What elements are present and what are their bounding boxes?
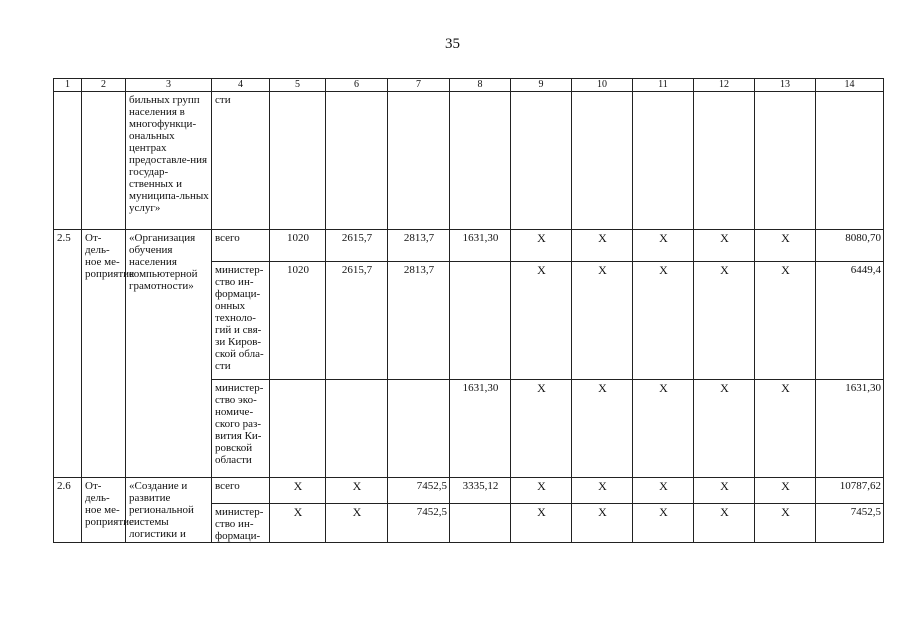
value-cell: X xyxy=(326,504,388,543)
value-cell: X xyxy=(755,262,816,380)
value-cell xyxy=(326,380,388,478)
header-row xyxy=(54,79,884,92)
total-cell: 8080,70 xyxy=(816,230,884,262)
value-cell: 1020 xyxy=(270,262,326,380)
value-cell: X xyxy=(511,478,572,504)
header-cell: 9 xyxy=(511,79,572,92)
value-cell xyxy=(270,380,326,478)
value-cell: X xyxy=(572,478,633,504)
total-cell: 10787,62 xyxy=(816,478,884,504)
value-cell: X xyxy=(572,230,633,262)
header-cell: 11 xyxy=(633,79,694,92)
value-cell: X xyxy=(694,230,755,262)
value-cell: X xyxy=(755,380,816,478)
value-cell: X xyxy=(755,478,816,504)
value-cell xyxy=(450,262,511,380)
budget-table xyxy=(53,78,884,543)
header-cell: 7 xyxy=(388,79,450,92)
header-cell: 12 xyxy=(694,79,755,92)
header-cell: 3 xyxy=(126,79,212,92)
row-name: «Организация обучения населения компьютерной грамотности» xyxy=(126,230,212,478)
row-name: «Создание и развитие региональной системы логистики и xyxy=(126,478,212,543)
value-cell: X xyxy=(511,262,572,380)
value-cell: X xyxy=(755,230,816,262)
table-row-continuation xyxy=(54,92,884,230)
row-number: 2.5 xyxy=(54,230,82,478)
value-cell: 7452,5 xyxy=(388,504,450,543)
row-type: От-дель-ное ме-роприятие xyxy=(82,478,126,543)
value-cell: 1631,30 xyxy=(450,380,511,478)
continuation-executor-cell: сти xyxy=(212,92,270,230)
value-cell: X xyxy=(633,380,694,478)
value-cell: X xyxy=(694,262,755,380)
executor-cell: всего xyxy=(212,478,270,504)
value-cell: X xyxy=(572,504,633,543)
executor-cell: министер-ство ин-формаци- xyxy=(212,504,270,543)
row-type: От-дель-ное ме-роприятие xyxy=(82,230,126,478)
continuation-name-cell: бильных групп населения в многофункци-ональных центрах предоставле-ния государ-ственных и муниципа-льных услуг» xyxy=(126,92,212,230)
value-cell: X xyxy=(633,504,694,543)
header-cell: 6 xyxy=(326,79,388,92)
total-cell: 1631,30 xyxy=(816,380,884,478)
executor-cell: всего xyxy=(212,230,270,262)
table-row xyxy=(54,230,884,262)
value-cell: X xyxy=(511,504,572,543)
value-cell: X xyxy=(694,478,755,504)
value-cell xyxy=(388,380,450,478)
value-cell xyxy=(450,504,511,543)
header-cell: 5 xyxy=(270,79,326,92)
value-cell: X xyxy=(572,262,633,380)
value-cell: X xyxy=(511,380,572,478)
total-cell: 6449,4 xyxy=(816,262,884,380)
value-cell: X xyxy=(633,478,694,504)
value-cell: X xyxy=(511,230,572,262)
value-cell: 3335,12 xyxy=(450,478,511,504)
value-cell: X xyxy=(326,478,388,504)
value-cell: 2813,7 xyxy=(388,230,450,262)
header-cell: 14 xyxy=(816,79,884,92)
value-cell: 7452,5 xyxy=(388,478,450,504)
header-cell: 13 xyxy=(755,79,816,92)
value-cell: 2615,7 xyxy=(326,262,388,380)
value-cell: X xyxy=(633,230,694,262)
value-cell: X xyxy=(633,262,694,380)
header-cell: 4 xyxy=(212,79,270,92)
value-cell: 1020 xyxy=(270,230,326,262)
row-number: 2.6 xyxy=(54,478,82,543)
executor-cell: министер-ство эко-номиче-ского раз-вития Ки-ровской области xyxy=(212,380,270,478)
value-cell: X xyxy=(270,504,326,543)
value-cell: X xyxy=(572,380,633,478)
value-cell: X xyxy=(755,504,816,543)
value-cell: X xyxy=(694,504,755,543)
value-cell: 2615,7 xyxy=(326,230,388,262)
value-cell: 2813,7 xyxy=(388,262,450,380)
header-cell: 10 xyxy=(572,79,633,92)
value-cell: 1631,30 xyxy=(450,230,511,262)
total-cell: 7452,5 xyxy=(816,504,884,543)
header-cell: 2 xyxy=(82,79,126,92)
page-number: 35 xyxy=(445,36,460,52)
value-cell: X xyxy=(270,478,326,504)
executor-cell: министер-ство ин-формаци-онных техноло-гий и свя-зи Киров-ской обла-сти xyxy=(212,262,270,380)
table-row xyxy=(54,478,884,504)
header-cell: 8 xyxy=(450,79,511,92)
header-cell: 1 xyxy=(54,79,82,92)
value-cell: X xyxy=(694,380,755,478)
